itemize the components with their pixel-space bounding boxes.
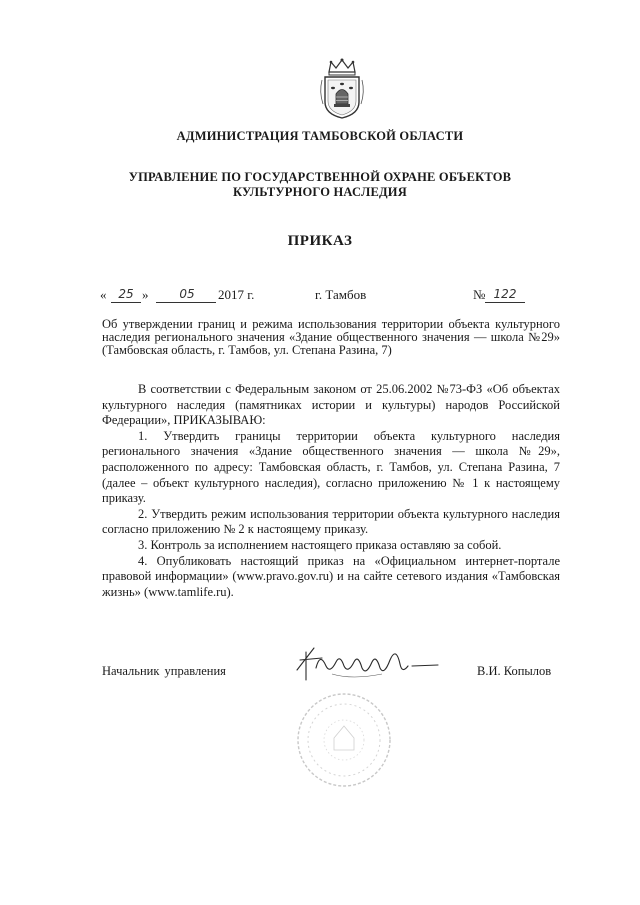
organization-title: АДМИНИСТРАЦИЯ ТАМБОВСКОЙ ОБЛАСТИ bbox=[176, 129, 464, 143]
department-title-line1: УПРАВЛЕНИЕ ПО ГОСУДАРСТВЕННОЙ ОХРАНЕ ОБЪЕКТОВ bbox=[128, 170, 512, 184]
document-body bbox=[102, 382, 560, 600]
date-year: 2017 г. bbox=[218, 287, 255, 302]
body-item: 3. Контроль за исполнением настоящего приказа оставляю за собой. bbox=[138, 537, 502, 552]
tambov-coat-of-arms-icon bbox=[317, 58, 367, 120]
date-month: 05 bbox=[179, 287, 195, 301]
month-underline bbox=[156, 302, 216, 303]
signatory-position: Начальник управления bbox=[102, 664, 226, 678]
date-quote-close: » bbox=[142, 287, 149, 302]
number-underline bbox=[485, 302, 525, 303]
official-seal-stamp-icon bbox=[290, 690, 398, 790]
body-item: 1. Утвердить границы территории объекта культурного наследия регионального значения «Здание общественного значения — школа №29», расположенного по адресу: Тамбовская область, г. Тамбов, ул. Степана Разина, 7 (далее – объект культурного наследия), согласно приложению № 1 к настоящему приказу. bbox=[102, 428, 560, 506]
document-number-label: № bbox=[473, 287, 486, 302]
date-day: 25 bbox=[118, 287, 134, 301]
document-number: 122 bbox=[493, 287, 517, 301]
date-number-line bbox=[100, 287, 560, 305]
department-title-line2: КУЛЬТУРНОГО НАСЛЕДИЯ bbox=[233, 185, 407, 199]
handwritten-signature-icon bbox=[292, 640, 442, 690]
document-city: г. Тамбов bbox=[315, 287, 367, 302]
body-item: 4. Опубликовать настоящий приказ на «Официальном интернет-портале правовой информации» (www.pravo.gov.ru) и на сайте сетевого издания «Тамбовская жизнь» (www.tamlife.ru). bbox=[102, 553, 560, 599]
body-preamble: В соответствии с Федеральным законом от 25.06.2002 №73-ФЗ «Об объектах культурного наследия (памятниках истории и культуры) народов Российской Федерации», ПРИКАЗЫВАЮ: bbox=[102, 382, 560, 428]
signatory-name: В.И. Копылов bbox=[477, 664, 552, 678]
body-item: 2. Утвердить режим использования территории объекта культурного наследия согласно приложению № 2 к настоящему приказу. bbox=[102, 506, 560, 537]
date-quote-open: « bbox=[100, 287, 107, 302]
day-underline bbox=[111, 302, 141, 303]
document-subject: Об утверждении границ и режима использования территории объекта культурного наследия регионального значения «Здание общественного значения — школа №29» (Тамбовская область, г. Тамбов, ул. Степана Разина, 7) bbox=[102, 317, 560, 357]
document-type-heading: ПРИКАЗ bbox=[287, 233, 353, 249]
